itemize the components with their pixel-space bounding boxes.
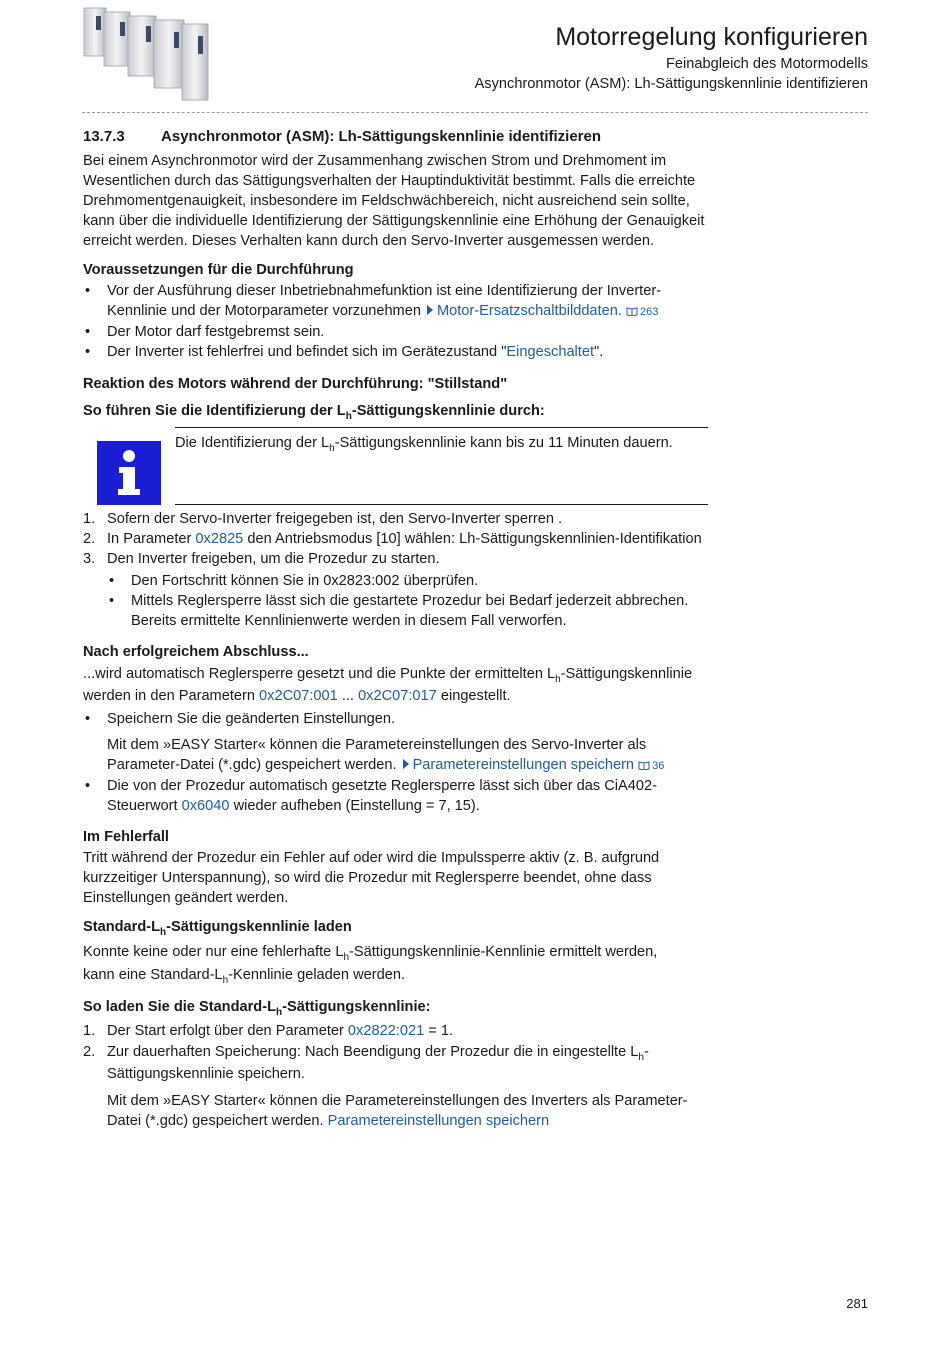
link-0x2c07-001[interactable]: 0x2C07:001 bbox=[259, 688, 338, 704]
page-number: 281 bbox=[846, 1296, 868, 1311]
procedure-steps bbox=[83, 509, 708, 631]
note-divider-bottom bbox=[175, 504, 708, 505]
link-0x6040[interactable]: 0x6040 bbox=[181, 798, 230, 814]
chapter-title: Motorregelung konfigurieren bbox=[555, 23, 868, 51]
section-subtitle: Feinabgleich des Motormodells bbox=[666, 56, 868, 72]
subsection-subtitle: Asynchronmotor (ASM): Lh-Sättigungskennlinie identifizieren bbox=[474, 76, 868, 92]
link-parametereinstellungen-speichern[interactable]: Parametereinstellungen speichern bbox=[412, 757, 635, 773]
list-item: • Der Inverter ist fehlerfrei und befindet sich im Gerätezustand "Eingeschaltet". bbox=[83, 342, 708, 362]
section-heading bbox=[83, 126, 708, 148]
header-divider bbox=[82, 112, 868, 113]
intro-paragraph: Bei einem Asynchronmotor wird der Zusammenhang zwischen Strom und Drehmoment im Wesentlichen durch das Sättigungsverhalten der Hauptinduktivität bestimmt. Falls die erreichte Drehmomentgenauigkeit, insbesondere im Feldschwächbereich, nicht ausreichend sein sollte, kann über die individuelle Identifizierung der Sättigungskennlinie eine Erhöhung der Genauigkeit erreicht werden. Dieses Verhalten kann durch den Servo-Inverter ausgemessen werden. bbox=[83, 153, 705, 249]
success-list bbox=[83, 709, 708, 816]
link-motor-ersatzschaltbilddaten[interactable]: Motor-Ersatzschaltbilddaten. bbox=[436, 303, 622, 319]
section-title: Asynchronmotor (ASM): Lh-Sättigungskennlinie identifizieren bbox=[161, 128, 602, 145]
link-arrow-icon bbox=[427, 305, 433, 315]
list-item: • Vor der Ausführung dieser Inbetriebnahmefunktion ist eine Identifizierung der Inverter-Kennlinie und der Motorparameter vorzunehmen Motor-Ersatzschaltbilddaten. 263 bbox=[83, 281, 708, 322]
page-reference[interactable]: 36 bbox=[638, 756, 664, 776]
load-steps bbox=[83, 1021, 708, 1131]
detail-paragraph: Mit dem »EASY Starter« können die Parametereinstellungen des Inverters als Parameter-Datei (*.gdc) gespeichert werden. Parametereinstellungen speichern bbox=[107, 1093, 688, 1129]
link-eingeschaltet[interactable]: Eingeschaltet bbox=[506, 344, 595, 360]
page-header bbox=[475, 20, 868, 94]
list-item: • Die von der Prozedur automatisch gesetzte Reglersperre lässt sich über das CiA402-Steuerwort 0x6040 wieder aufheben (Einstellung = 7, 15). bbox=[83, 776, 708, 816]
prereq-list bbox=[83, 281, 708, 362]
procedure-heading: So führen Sie die Identifizierung der $L_h$-Sättigungskennlinie durch: bbox=[83, 403, 545, 422]
list-item: • Der Motor darf festgebremst sein. bbox=[83, 322, 708, 342]
detail-paragraph: Mit dem »EASY Starter« können die Parametereinstellungen des Servo-Inverter als Parameter-Datei (*.gdc) gespeichert werden. Parametereinstellungen speichern 36 bbox=[107, 735, 708, 776]
error-paragraph: Tritt während der Prozedur ein Fehler auf oder wird die Impulssperre aktiv (z. B. aufgrund kurzzeitiger Unterspannung), so wird die Prozedur mit Reglersperre beendet, ohne dass Einstellungen geändert werden. bbox=[83, 850, 660, 906]
list-item: • Mittels Reglersperre lässt sich die gestartete Prozedur bei Bedarf jederzeit abbrechen. Bereits ermittelte Kennlinienwerte werden in diesem Fall verworfen. bbox=[107, 591, 708, 631]
book-icon bbox=[638, 761, 650, 770]
product-logo-image bbox=[82, 6, 217, 102]
list-item: 3. Den Inverter freigeben, um die Prozedur zu starten. • Den Fortschritt können Sie in 0x2823:002 überprüfen. • Mittels Reglersperre lässt sich die gestartete Prozedur bei Bedarf jederzeit abbrechen. Bereits ermittelte Kennlinienwerte werden in diesem Fall verworfen. bbox=[83, 549, 708, 631]
list-item: 2. Zur dauerhaften Speicherung: Nach Beendigung der Prozedur die in eingestellte $L_h$-Sättigungskennlinie speichern. Mit dem »EASY Starter« können die Parametereinstellungen des Inverters als Parameter-Datei (*.gdc) gespeichert werden. Parametereinstellungen speichern bbox=[83, 1041, 708, 1131]
list-item: • Den Fortschritt können Sie in 0x2823:002 überprüfen. bbox=[107, 571, 708, 591]
success-heading: Nach erfolgreichem Abschluss... bbox=[83, 644, 309, 660]
link-parametereinstellungen-speichern[interactable]: Parametereinstellungen speichern bbox=[327, 1113, 550, 1129]
list-item: 1. Der Start erfolgt über den Parameter 0x2822:021 = 1. bbox=[83, 1023, 454, 1039]
note-divider-top bbox=[175, 427, 708, 428]
list-item: • Speichern Sie die geänderten Einstellungen. Mit dem »EASY Starter« können die Parametereinstellungen des Servo-Inverter als Parameter-Datei (*.gdc) gespeichert werden. Parametereinstellungen speichern 36 bbox=[83, 709, 708, 776]
success-paragraph: ...wird automatisch Reglersperre gesetzt und die Punkte der ermittelten $L_h$-Sättigungskennlinie werden in den Parametern 0x2C07:001 ... 0x2C07:017 eingestellt. bbox=[83, 666, 693, 704]
section-number: 13.7.3 bbox=[83, 128, 125, 145]
load-heading: So laden Sie die Standard-$L_h$-Sättigungskennlinie: bbox=[83, 999, 431, 1018]
list-item: 1. Sofern der Servo-Inverter freigegeben ist, den Servo-Inverter sperren . bbox=[83, 511, 563, 527]
info-note bbox=[83, 427, 708, 505]
page-reference[interactable]: 263 bbox=[626, 302, 658, 322]
list-item: 2. In Parameter 0x2825 den Antriebsmodus [10] wählen: Lh-Sättigungskennlinien-Identifikation bbox=[83, 531, 702, 547]
info-icon bbox=[97, 441, 161, 505]
note-text: Die Identifizierung der $L_h$-Sättigungskennlinie kann bis zu 11 Minuten dauern. bbox=[175, 435, 673, 454]
link-0x2822-021[interactable]: 0x2822:021 bbox=[347, 1023, 425, 1039]
standard-paragraph: Konnte keine oder nur eine fehlerhafte $L_h-Sättigungskennlinie$-Kennlinie ermittelt werden, kann eine Standard-$L_h$-Kennlinie geladen werden. bbox=[83, 944, 658, 986]
reaction-heading: Reaktion des Motors während der Durchführung: "Stillstand" bbox=[83, 376, 508, 392]
prereq-heading: Voraussetzungen für die Durchführung bbox=[83, 262, 354, 278]
link-0x2825[interactable]: 0x2825 bbox=[195, 531, 244, 547]
sub-list bbox=[107, 571, 708, 631]
error-heading: Im Fehlerfall bbox=[83, 829, 169, 845]
link-arrow-icon bbox=[403, 759, 409, 769]
book-icon bbox=[626, 307, 638, 316]
main-content bbox=[83, 126, 708, 1131]
standard-heading: Standard-$L_h$-Sättigungskennlinie laden bbox=[83, 919, 352, 938]
link-0x2c07-017[interactable]: 0x2C07:017 bbox=[358, 688, 437, 704]
